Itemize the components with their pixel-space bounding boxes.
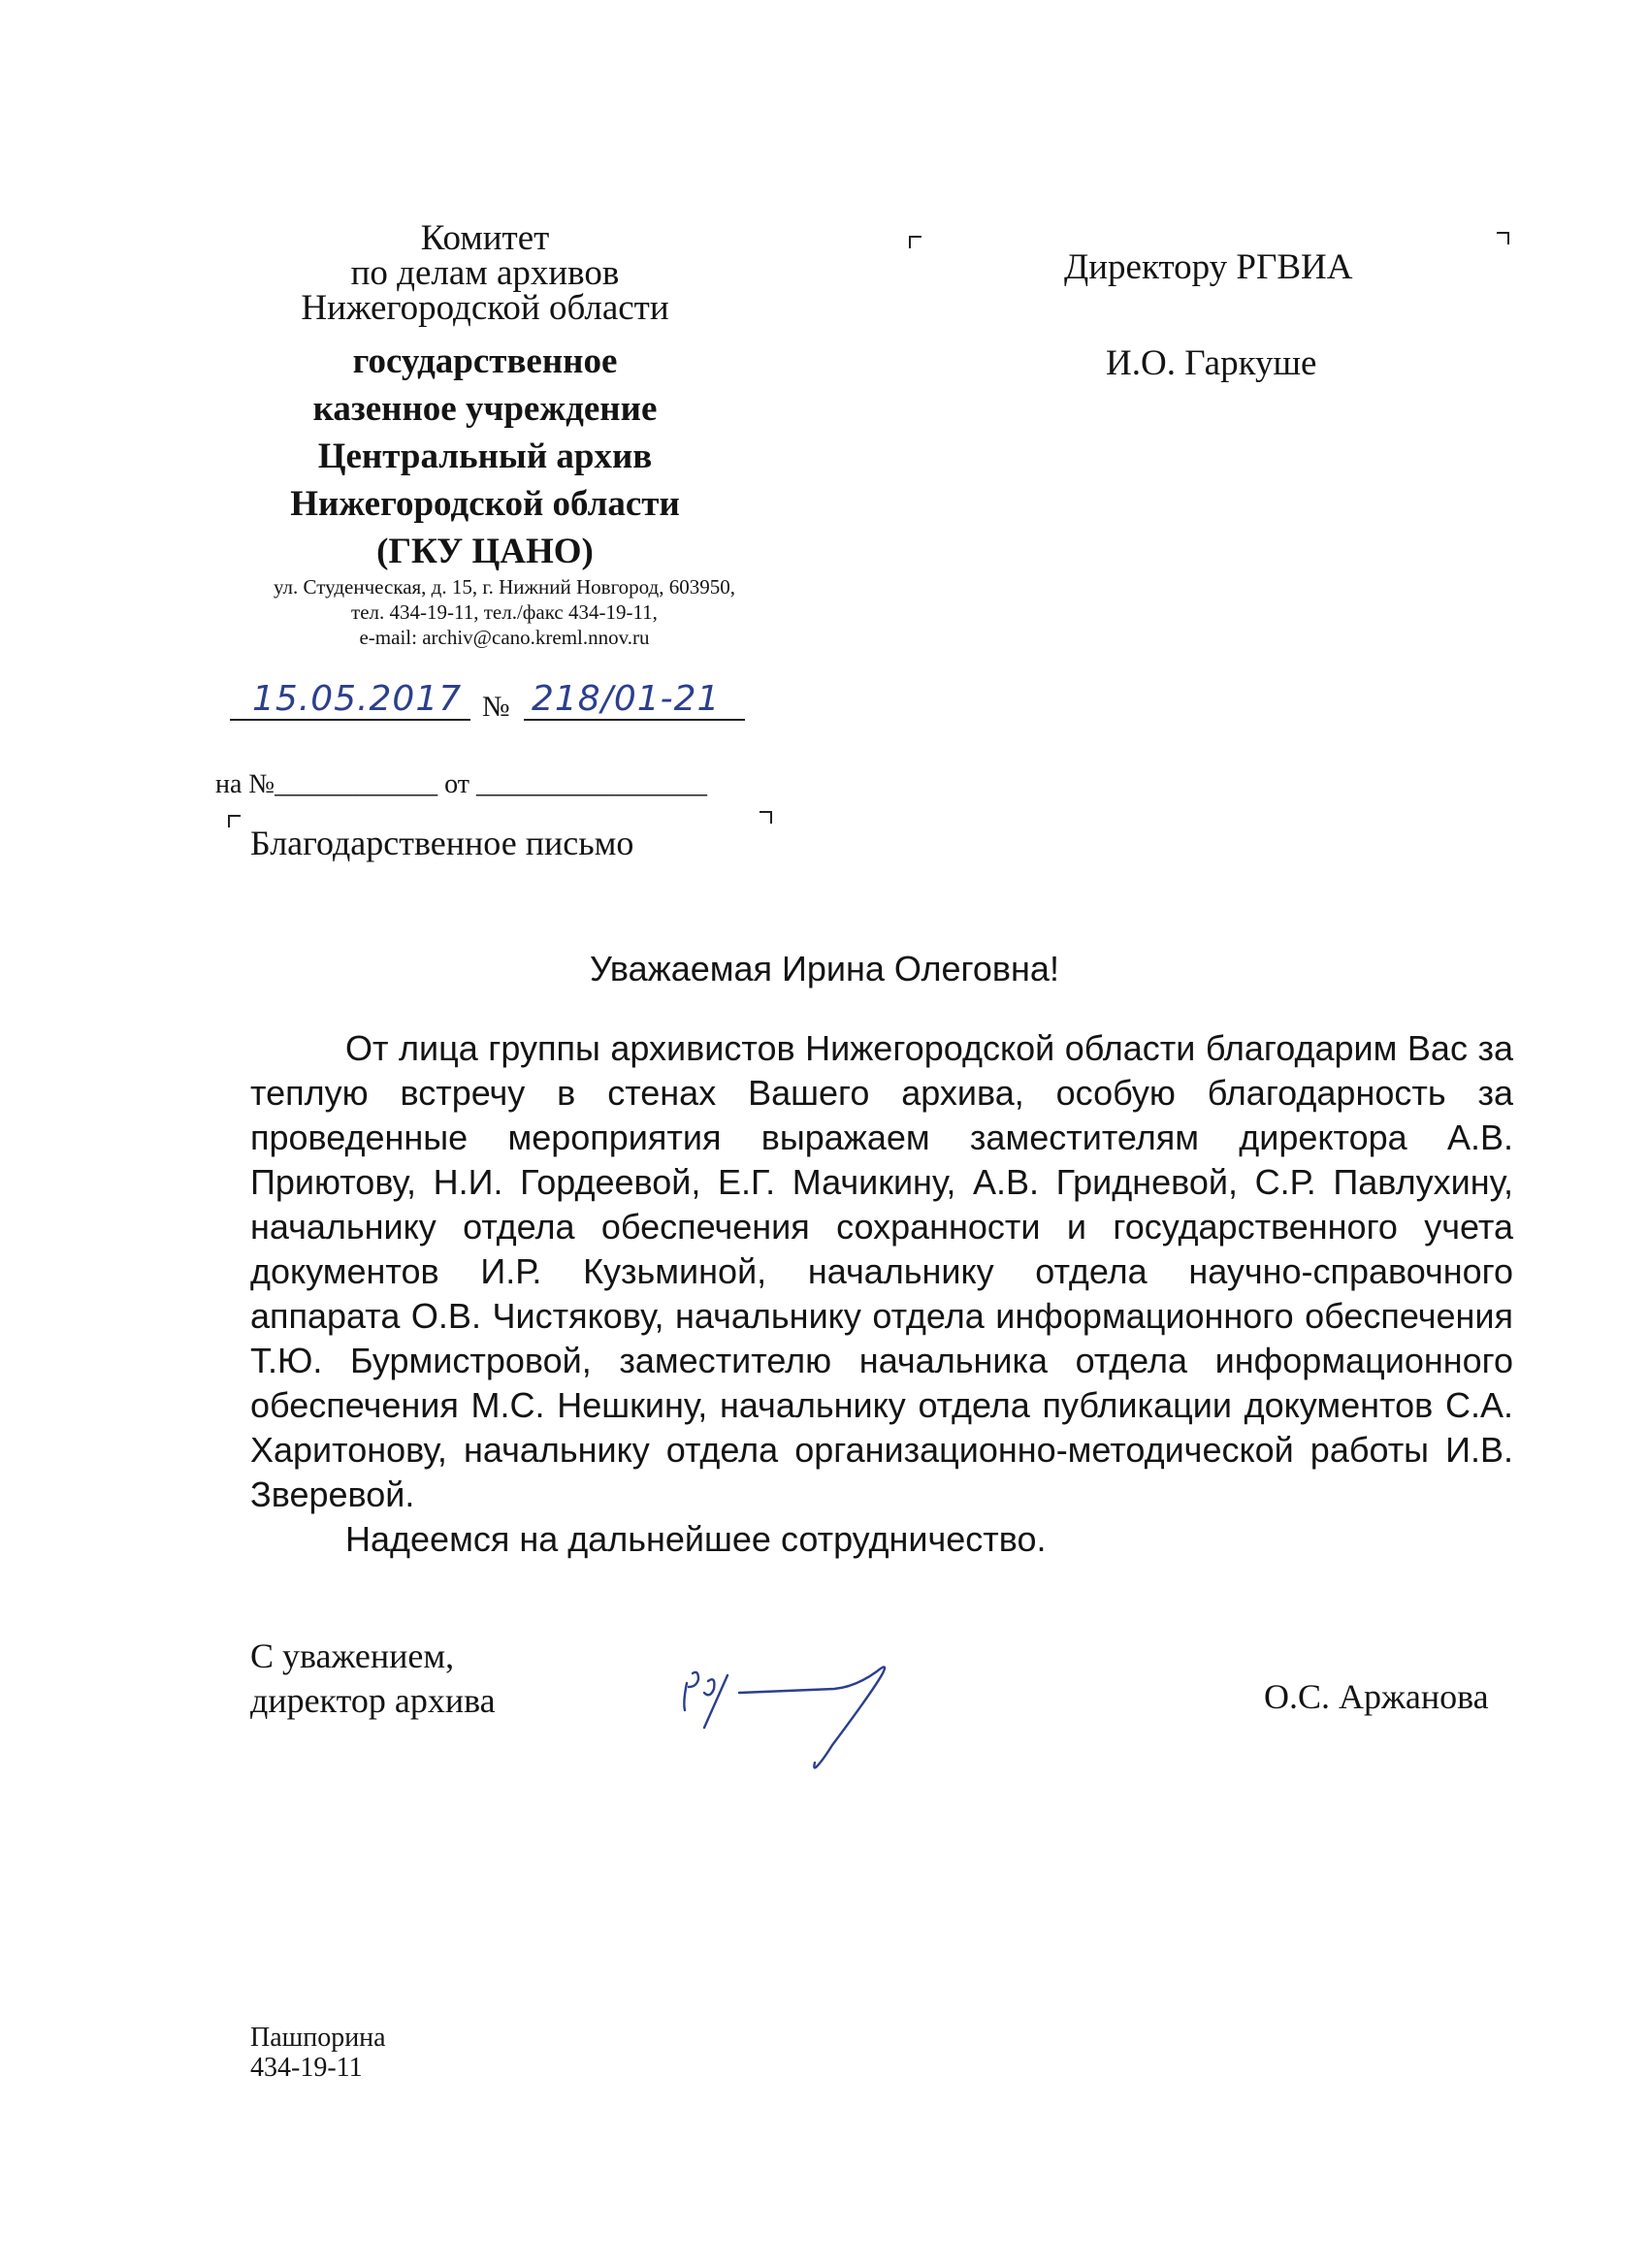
sender-address [233,574,776,650]
recipient-name: И.О. Гаркуше [1106,343,1317,383]
letter-body [250,1026,1513,1562]
number-underline [524,719,745,721]
registration-number: 218/01-21 [532,679,721,719]
address-line: ул. Студенческая, д. 15, г. Нижний Новгород, 603950, [273,575,735,599]
date-underline [230,719,470,721]
registration-date: 15.05.2017 [252,679,463,719]
handwritten-signature [669,1654,922,1790]
executor-name: Пашпорина [250,2023,386,2053]
corner-mark [1497,232,1509,244]
body-paragraph: От лица группы архивистов Нижегородской области благодарим Вас за теплую встречу в стенах Вашего архива, особую благодарность за проведенные мероприятия выражаем заместителям директора А.В. Приютову, Н.И. Гордеевой, Е.Г. Мачикину, А.В. Гридневой, С.Р. Павлухину, начальнику отдела обеспечения сохранности и государственного учета документов И.Р. Кузьминой, начальнику отдела научно-справочного аппарата О.В. Чистякову, начальнику отдела информационного обеспечения Т.Ю. Бурмистровой, заместителю начальника отдела информационного обеспечения М.С. Нешкину, начальнику отдела публикации документов С.А. Харитонову, начальнику отдела организационно-методической работы И.В. Зверевой. [250,1028,1513,1514]
org-line: казенное учреждение [312,389,658,429]
address-line: e-mail: archiv@cano.kreml.nnov.ru [359,626,650,649]
signature-role: директор архива [250,1681,496,1720]
org-line: Центральный архив [317,437,653,476]
sender-committee [262,218,708,328]
committee-line: по делам архивов [350,253,620,293]
signature-regards: С уважением, [250,1636,455,1675]
org-line: (ГКУ ЦАНО) [376,532,594,571]
sender-organization [242,338,728,575]
org-line: Нижегородской области [290,484,680,524]
committee-line: Комитет [420,218,550,258]
committee-line: Нижегородской области [301,288,669,328]
salutation: Уважаемая Ирина Олеговна! [590,949,1059,988]
corner-mark [760,811,772,824]
reference-line: на №____________ от _________________ [215,769,707,799]
recipient-position: Директору РГВИА [1064,247,1353,287]
registration-number-label: № [482,691,510,723]
signatory-name: О.С. Аржанова [1264,1677,1489,1716]
org-line: государственное [352,341,618,381]
corner-mark [909,236,922,248]
address-line: тел. 434-19-11, тел./факс 434-19-11, [351,600,658,624]
executor-phone: 434-19-11 [250,2053,363,2083]
letter-subject: Благодарственное письмо [250,824,634,862]
body-closing: Надеемся на дальнейшее сотрудничество. [345,1519,1047,1559]
corner-mark [228,815,241,827]
